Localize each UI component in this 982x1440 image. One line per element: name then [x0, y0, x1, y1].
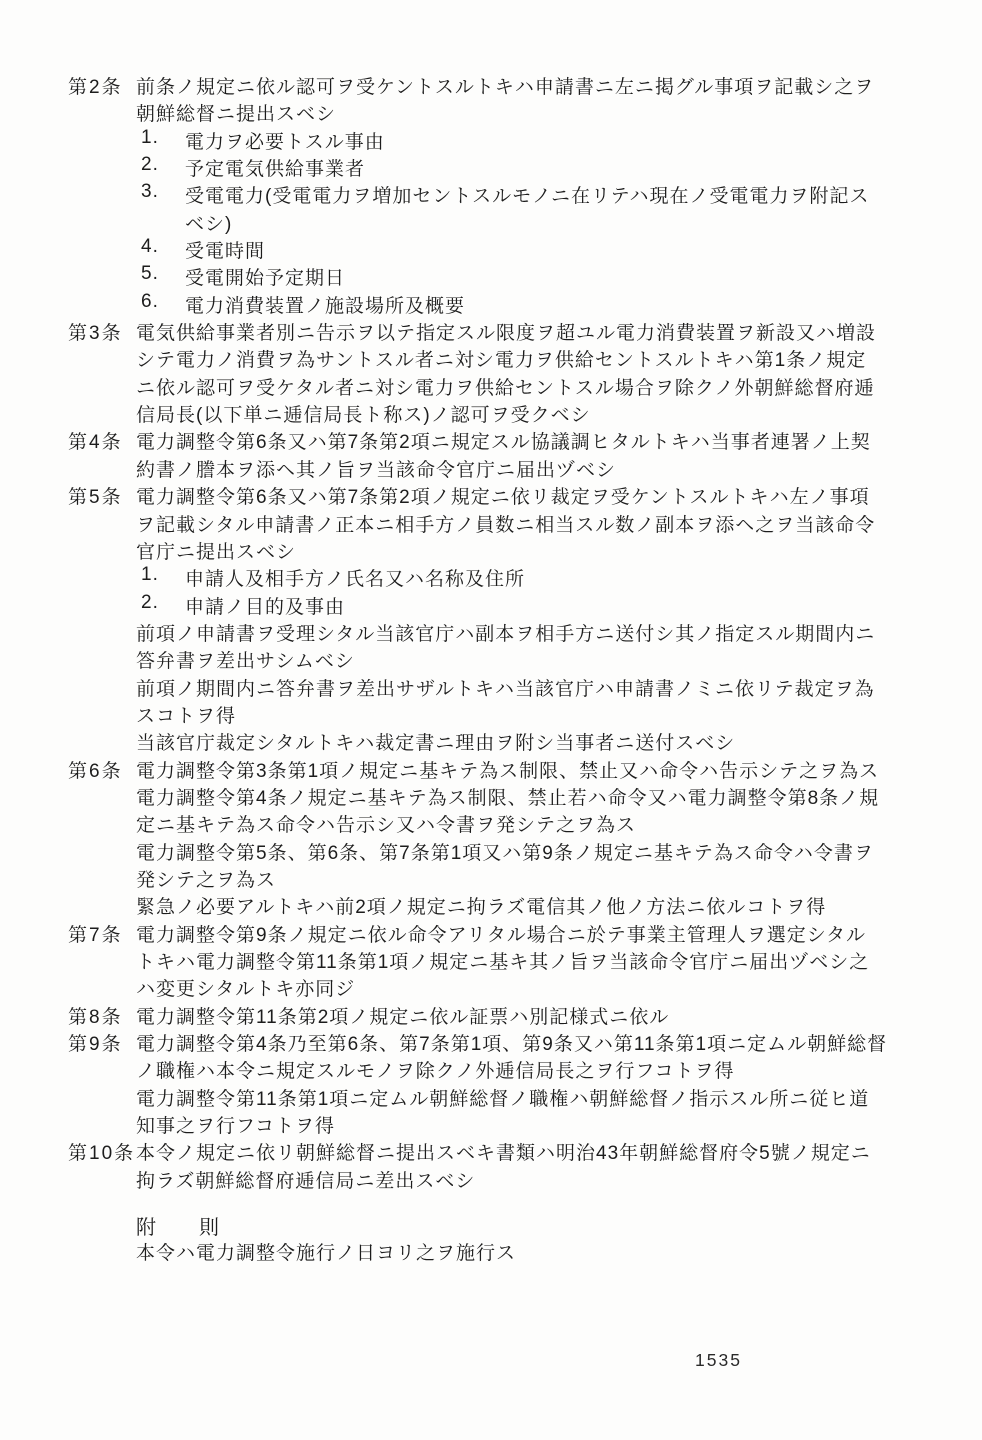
line-text: スコトヲ得: [136, 705, 237, 727]
page-number: 1535: [695, 1350, 742, 1370]
article-line: [0, 674, 982, 701]
article-line: [0, 701, 982, 728]
article-line: [0, 838, 982, 865]
line-text: 電気供給事業者別ニ告示ヲ以テ指定スル限度ヲ超ユル電力消費装置ヲ新設又ハ増設: [136, 323, 877, 345]
article-line: [0, 72, 982, 99]
line-text: 電力調整令第6条又ハ第7条第2項ノ規定ニ依リ裁定ヲ受ケントスルトキハ左ノ事項: [136, 487, 870, 509]
article-line: [0, 263, 982, 290]
article-line: [0, 209, 982, 236]
article-label: 第9条: [68, 1034, 123, 1056]
article-line: [0, 1138, 982, 1165]
line-text: 当該官庁裁定シタルトキハ裁定書ニ理由ヲ附シ当事者ニ送付スベシ: [136, 733, 736, 755]
appendix-line: [0, 1238, 982, 1265]
line-text: 緊急ノ必要アルトキハ前2項ノ規定ニ拘ラズ電信其ノ他ノ方法ニ依ルコトヲ得: [136, 897, 827, 919]
article-line: [0, 345, 982, 372]
article-line: [0, 181, 982, 208]
line-text: トキハ電力調整令第11条第1項ノ規定ニ基キ其ノ旨ヲ当該命令官庁ニ届出ヅベシ之: [136, 952, 870, 973]
article-label: 第4条: [68, 432, 123, 454]
line-text: 申請ノ目的及事由: [185, 596, 346, 618]
article-line: [0, 1002, 982, 1029]
line-text: 電力調整令第5条、第6条、第7条第1項又ハ第9条ノ規定ニ基キテ為ス命令ハ令書ヲ: [136, 842, 874, 864]
article-line: [0, 783, 982, 810]
line-text: 電力調整令第9条ノ規定ニ依ル命令アリタル場合ニ於テ事業主管理人ヲ選定シタル: [136, 924, 867, 946]
line-text: 前項ノ申請書ヲ受理シタル当該官庁ハ副本ヲ相手方ニ送付シ其ノ指定スル期間内ニ: [136, 623, 876, 645]
article-line: [0, 974, 982, 1001]
article-line: [0, 619, 982, 646]
item-number: 6.: [141, 290, 159, 312]
article-line: [0, 537, 982, 564]
article-line: [0, 455, 982, 482]
line-text: 予定電気供給事業者: [185, 159, 366, 181]
article-line: [0, 510, 982, 537]
article-line: [0, 892, 982, 919]
line-text: 電力調整令第4条乃至第6条、第7条第1項、第9条又ハ第11条第1項ニ定ムル朝鮮総督: [136, 1034, 888, 1056]
article-line: [0, 291, 982, 318]
item-number: 1.: [141, 564, 159, 586]
line-text: 拘ラズ朝鮮総督府逓信局ニ差出スベシ: [136, 1170, 476, 1192]
appendix-title: 附 則: [136, 1217, 220, 1240]
article-line: [0, 920, 982, 947]
line-text: 電力消費装置ノ施設場所及概要: [185, 295, 466, 317]
line-text: 発シテ之ヲ為ス: [136, 869, 277, 891]
article-label: 第3条: [68, 323, 123, 345]
article-line: [0, 236, 982, 263]
article-label: 第6条: [68, 760, 123, 782]
line-text: 約書ノ謄本ヲ添ヘ其ノ旨ヲ当該命令官庁ニ届出ヅベシ: [136, 459, 617, 481]
article-line: [0, 756, 982, 783]
article-label: 第7条: [68, 924, 123, 946]
item-number: 1.: [141, 126, 159, 148]
article-line: [0, 728, 982, 755]
article-line: [0, 400, 982, 427]
article-label: 第2条: [68, 77, 123, 98]
line-text: 定ニ基キテ為ス命令ハ告示シ又ハ令書ヲ発シテ之ヲ為ス: [136, 815, 637, 837]
line-text: ハ変更シタルトキ亦同ジ: [136, 979, 356, 1001]
item-number: 5.: [141, 263, 159, 285]
line-text: 本令ノ規定ニ依リ朝鮮総督ニ提出スベキ書類ハ明治43年朝鮮総督府令5號ノ規定ニ: [136, 1143, 871, 1165]
article-line: [0, 646, 982, 673]
line-text: 答弁書ヲ差出サシムベシ: [136, 651, 355, 673]
line-text: 電力調整令第3条第1項ノ規定ニ基キテ為ス制限、禁止又ハ命令ハ告示シテ之ヲ為ス: [136, 760, 880, 782]
line-text: 前項ノ期間内ニ答弁書ヲ差出サザルトキハ当該官庁ハ申請書ノミニ依リテ裁定ヲ為: [136, 678, 875, 700]
item-number: 3.: [141, 181, 159, 203]
line-text: 電力調整令第4条ノ規定ニ基キテ為ス制限、禁止若ハ命令又ハ電力調整令第8条ノ規: [136, 787, 880, 809]
article-line: [0, 127, 982, 154]
article-label: 第10条: [68, 1143, 136, 1165]
article-line: [0, 1084, 982, 1111]
article-line: [0, 318, 982, 345]
line-text: 電力調整令第11条第2項ノ規定ニ依ル証票ハ別記様式ニ依ル: [136, 1006, 670, 1028]
article-line: [0, 373, 982, 400]
line-text: 本令ハ電力調整令施行ノ日ヨリ之ヲ施行ス: [136, 1243, 517, 1265]
line-text: 申請人及相手方ノ氏名又ハ名称及住所: [185, 569, 526, 591]
line-text: 電力ヲ必要トスル事由: [185, 131, 385, 153]
line-text: ベシ): [185, 213, 233, 235]
article-label: 第5条: [68, 487, 123, 509]
item-number: 2.: [141, 591, 159, 613]
line-text: ヲ記載シタル申請書ノ正本ニ相手方ノ員数ニ相当スル数ノ副本ヲ添ヘ之ヲ当該命令: [136, 514, 876, 536]
line-text: 受電電力(受電電力ヲ増加セントスルモノニ在リテハ現在ノ受電電力ヲ附記ス: [185, 186, 870, 208]
article-line: [0, 154, 982, 181]
line-text: シテ電力ノ消費ヲ為サントスル者ニ対シ電力ヲ供給セントスルトキハ第1条ノ規定: [136, 350, 867, 372]
line-text: ニ依ル認可ヲ受ケタル者ニ対シ電力ヲ供給セントスル場合ヲ除クノ外朝鮮総督府逓: [136, 377, 875, 399]
item-number: 4.: [141, 236, 159, 258]
article-line: [0, 427, 982, 454]
item-number: 2.: [141, 154, 159, 176]
line-text: 受電開始予定期日: [185, 268, 346, 290]
article-label: 第8条: [68, 1006, 123, 1028]
line-text: 受電時間: [185, 241, 266, 263]
article-line: [0, 947, 982, 974]
appendix-spacer: [0, 1193, 982, 1211]
line-text: 電力調整令第6条又ハ第7条第2項ニ規定スル協議調ヒタルトキハ当事者連署ノ上契: [136, 432, 871, 454]
article-line: [0, 1166, 982, 1193]
line-text: 官庁ニ提出スベシ: [136, 541, 297, 563]
article-line: [0, 482, 982, 509]
line-text: ノ職権ハ本令ニ規定スルモノヲ除クノ外逓信局長之ヲ行フコトヲ得: [136, 1061, 735, 1083]
line-text: 前条ノ規定ニ依ル認可ヲ受ケントスルトキハ申請書ニ左ニ掲グル事項ヲ記載シ之ヲ: [136, 77, 875, 98]
article-line: [0, 99, 982, 126]
line-text: 朝鮮総督ニ提出スベシ: [136, 104, 337, 126]
article-line: [0, 1029, 982, 1056]
line-text: 知事之ヲ行フコトヲ得: [136, 1116, 336, 1138]
line-text: 信局長(以下単ニ逓信局長ト称ス)ノ認可ヲ受クベシ: [136, 405, 591, 427]
article-line: [0, 810, 982, 837]
appendix-title-line: [0, 1211, 982, 1238]
document-content: [0, 72, 982, 1266]
article-line: [0, 1056, 982, 1083]
article-line: [0, 564, 982, 591]
article-line: [0, 1111, 982, 1138]
line-text: 電力調整令第11条第1項ニ定ムル朝鮮総督ノ職権ハ朝鮮総督ノ指示スル所ニ従ヒ道: [136, 1088, 870, 1110]
article-line: [0, 592, 982, 619]
article-line: [0, 865, 982, 892]
